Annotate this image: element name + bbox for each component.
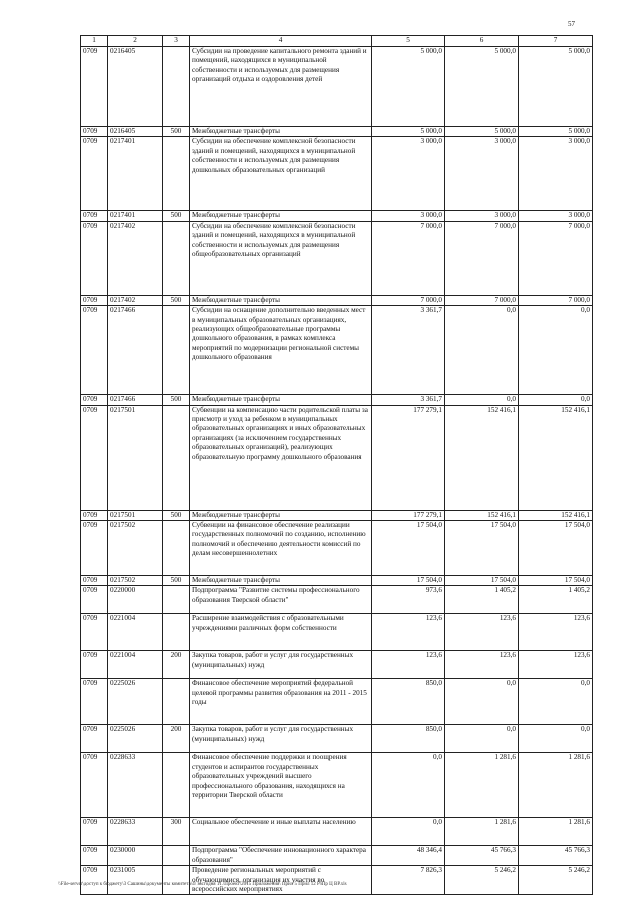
- razdel-cell: 0709: [81, 818, 108, 846]
- amount-2016-cell: 1 405,2: [445, 586, 519, 614]
- expense-type-cell: [163, 405, 190, 510]
- amount-2017-cell: 17 504,0: [519, 521, 593, 576]
- razdel-cell: 0709: [81, 651, 108, 679]
- file-path-footer: \\File-server\доступ к бюджету\3 Сашины\документы комитета\4\ засгодня 11.\Проект\2015 Приложения\ Прил 5 Прил 12 РзПр Ц ВР.xls: [58, 882, 347, 887]
- razdel-cell: 0709: [81, 221, 108, 295]
- item-name-cell: Межбюджетные трансферты: [190, 576, 372, 586]
- amount-2017-cell: 123,6: [519, 651, 593, 679]
- amount-2016-cell: 7 000,0: [445, 295, 519, 305]
- amount-2015-cell: 123,6: [372, 614, 445, 651]
- item-name-cell: Субсидии на проведение капитального ремонта зданий и помещений, находящихся в муниципальной собственности и используемых для размещения организаций отдыха и оздоровления детей: [190, 47, 372, 127]
- amount-2017-cell: 5 000,0: [519, 47, 593, 127]
- target-article-cell: 0217501: [108, 405, 163, 510]
- amount-2016-cell: 5 000,0: [445, 47, 519, 127]
- expense-type-cell: [163, 586, 190, 614]
- amount-2016-cell: 1 281,6: [445, 753, 519, 818]
- amount-2016-cell: 0,0: [445, 395, 519, 405]
- amount-2017-cell: 17 504,0: [519, 576, 593, 586]
- expense-type-cell: [163, 47, 190, 127]
- expense-type-cell: 500: [163, 295, 190, 305]
- target-article-cell: 0228633: [108, 753, 163, 818]
- item-name-cell: Подпрограмма "Обеспечение инновационного характера образования": [190, 846, 372, 866]
- table-row: [81, 614, 593, 651]
- table-header-row: [81, 36, 593, 47]
- item-name-cell: Субсидии на обеспечение комплексной безопасности зданий и помещений, находящихся в муниципальной собственности и используемых для размещения дошкольных образовательных организаций: [190, 137, 372, 211]
- amount-2017-cell: 7 000,0: [519, 221, 593, 295]
- item-name-cell: Закупка товаров, работ и услуг для государственных (муниципальных) нужд: [190, 651, 372, 679]
- item-name-cell: Субсидии на обеспечение комплексной безопасности зданий и помещений, находящихся в муниципальной собственности и используемых для размещения общеобразовательных организаций: [190, 221, 372, 295]
- amount-2016-cell: 123,6: [445, 651, 519, 679]
- table-row: [81, 679, 593, 725]
- amount-2017-cell: 152 416,1: [519, 510, 593, 520]
- razdel-cell: 0709: [81, 137, 108, 211]
- amount-2015-cell: 5 000,0: [372, 127, 445, 137]
- razdel-cell: 0709: [81, 405, 108, 510]
- table-row: [81, 818, 593, 846]
- razdel-cell: 0709: [81, 866, 108, 895]
- amount-2015-cell: 123,6: [372, 651, 445, 679]
- razdel-cell: 0709: [81, 510, 108, 520]
- header-cell: 4: [190, 36, 372, 47]
- expense-type-cell: 200: [163, 725, 190, 753]
- amount-2015-cell: 850,0: [372, 725, 445, 753]
- expense-type-cell: [163, 679, 190, 725]
- table-row: [81, 586, 593, 614]
- amount-2016-cell: 152 416,1: [445, 510, 519, 520]
- amount-2016-cell: 45 766,3: [445, 846, 519, 866]
- amount-2015-cell: 7 000,0: [372, 221, 445, 295]
- target-article-cell: 0216405: [108, 127, 163, 137]
- amount-2017-cell: 1 281,6: [519, 818, 593, 846]
- header-cell: 3: [163, 36, 190, 47]
- amount-2017-cell: 0,0: [519, 725, 593, 753]
- razdel-cell: 0709: [81, 395, 108, 405]
- expense-type-cell: 200: [163, 651, 190, 679]
- target-article-cell: 0217502: [108, 576, 163, 586]
- razdel-cell: 0709: [81, 521, 108, 576]
- amount-2016-cell: 17 504,0: [445, 521, 519, 576]
- amount-2015-cell: 5 000,0: [372, 47, 445, 127]
- item-name-cell: Расширение взаимодействия с образовательными учреждениями различных форм собственности: [190, 614, 372, 651]
- table-row: [81, 510, 593, 520]
- item-name-cell: Закупка товаров, работ и услуг для государственных (муниципальных) нужд: [190, 725, 372, 753]
- header-cell: 1: [81, 36, 108, 47]
- table-row: [81, 395, 593, 405]
- table-row: [81, 137, 593, 211]
- target-article-cell: 0217402: [108, 221, 163, 295]
- table-row: [81, 576, 593, 586]
- amount-2016-cell: 5 000,0: [445, 127, 519, 137]
- target-article-cell: 0221004: [108, 651, 163, 679]
- amount-2017-cell: 45 766,3: [519, 846, 593, 866]
- amount-2016-cell: 1 281,6: [445, 818, 519, 846]
- amount-2017-cell: 152 416,1: [519, 405, 593, 510]
- amount-2015-cell: 3 000,0: [372, 211, 445, 221]
- amount-2015-cell: 177 279,1: [372, 405, 445, 510]
- expense-type-cell: 500: [163, 510, 190, 520]
- table-row: [81, 295, 593, 305]
- expense-type-cell: 500: [163, 576, 190, 586]
- item-name-cell: Межбюджетные трансферты: [190, 211, 372, 221]
- target-article-cell: 0221004: [108, 614, 163, 651]
- amount-2015-cell: 3 361,7: [372, 306, 445, 395]
- table-row: [81, 221, 593, 295]
- table-row: [81, 405, 593, 510]
- table-row: [81, 753, 593, 818]
- table-row: [81, 47, 593, 127]
- page-number: 57: [568, 20, 575, 28]
- amount-2015-cell: 850,0: [372, 679, 445, 725]
- expense-type-cell: [163, 753, 190, 818]
- amount-2016-cell: 5 246,2: [445, 866, 519, 895]
- target-article-cell: 0217466: [108, 395, 163, 405]
- amount-2015-cell: 0,0: [372, 818, 445, 846]
- expense-type-cell: [163, 137, 190, 211]
- target-article-cell: 0225026: [108, 679, 163, 725]
- amount-2016-cell: 152 416,1: [445, 405, 519, 510]
- item-name-cell: Межбюджетные трансферты: [190, 395, 372, 405]
- expense-type-cell: [163, 614, 190, 651]
- target-article-cell: 0228633: [108, 818, 163, 846]
- expense-type-cell: 500: [163, 395, 190, 405]
- amount-2015-cell: 3 361,7: [372, 395, 445, 405]
- target-article-cell: 0217466: [108, 306, 163, 395]
- target-article-cell: 0220000: [108, 586, 163, 614]
- item-name-cell: Субсидии на оснащение дополнительно введенных мест в муниципальных образовательных организациях, реализующих общеобразовательные программы дошкольного образования, в рамках комплекса мероприятий по модернизации региональной системы дошкольного образования: [190, 306, 372, 395]
- razdel-cell: 0709: [81, 725, 108, 753]
- amount-2016-cell: 123,6: [445, 614, 519, 651]
- target-article-cell: 0217501: [108, 510, 163, 520]
- amount-2015-cell: 177 279,1: [372, 510, 445, 520]
- amount-2015-cell: 7 826,3: [372, 866, 445, 895]
- target-article-cell: 0217502: [108, 521, 163, 576]
- item-name-cell: Субвенции на финансовое обеспечение реализации государственных полномочий по созданию, исполнению полномочий и обеспечению деятельности комиссий по делам несовершеннолетних: [190, 521, 372, 576]
- item-name-cell: Финансовое обеспечение поддержки и поощрения студентов и аспирантов государственных образовательных учреждений высшего профессионального образования, находящихся на территории Тверской области: [190, 753, 372, 818]
- expense-type-cell: [163, 521, 190, 576]
- amount-2016-cell: 0,0: [445, 306, 519, 395]
- table-row: [81, 725, 593, 753]
- amount-2016-cell: 0,0: [445, 679, 519, 725]
- razdel-cell: 0709: [81, 576, 108, 586]
- expense-type-cell: 500: [163, 211, 190, 221]
- amount-2017-cell: 3 000,0: [519, 137, 593, 211]
- amount-2015-cell: 973,6: [372, 586, 445, 614]
- item-name-cell: Социальное обеспечение и иные выплаты населению: [190, 818, 372, 846]
- target-article-cell: 0225026: [108, 725, 163, 753]
- target-article-cell: 0216405: [108, 47, 163, 127]
- amount-2016-cell: 0,0: [445, 725, 519, 753]
- item-name-cell: Межбюджетные трансферты: [190, 295, 372, 305]
- amount-2015-cell: 48 346,4: [372, 846, 445, 866]
- target-article-cell: 0217401: [108, 211, 163, 221]
- amount-2015-cell: 7 000,0: [372, 295, 445, 305]
- target-article-cell: 0230000: [108, 846, 163, 866]
- table-row: [81, 306, 593, 395]
- expense-type-cell: [163, 221, 190, 295]
- amount-2015-cell: 3 000,0: [372, 137, 445, 211]
- budget-table: [80, 35, 593, 895]
- amount-2016-cell: 17 504,0: [445, 576, 519, 586]
- expense-type-cell: [163, 306, 190, 395]
- budget-table-body: [81, 36, 593, 895]
- table-row: [81, 846, 593, 866]
- amount-2017-cell: 0,0: [519, 679, 593, 725]
- item-name-cell: Межбюджетные трансферты: [190, 510, 372, 520]
- razdel-cell: 0709: [81, 47, 108, 127]
- amount-2015-cell: 17 504,0: [372, 576, 445, 586]
- amount-2017-cell: 0,0: [519, 395, 593, 405]
- razdel-cell: 0709: [81, 846, 108, 866]
- item-name-cell: Межбюджетные трансферты: [190, 127, 372, 137]
- amount-2017-cell: 1 281,6: [519, 753, 593, 818]
- razdel-cell: 0709: [81, 586, 108, 614]
- amount-2016-cell: 7 000,0: [445, 221, 519, 295]
- amount-2017-cell: 3 000,0: [519, 211, 593, 221]
- table-row: [81, 521, 593, 576]
- expense-type-cell: [163, 866, 190, 895]
- item-name-cell: Подпрограмма "Развитие системы профессионального образования Тверской области": [190, 586, 372, 614]
- target-article-cell: 0231005: [108, 866, 163, 895]
- razdel-cell: 0709: [81, 295, 108, 305]
- header-cell: 7: [519, 36, 593, 47]
- amount-2016-cell: 3 000,0: [445, 137, 519, 211]
- target-article-cell: 0217401: [108, 137, 163, 211]
- item-name-cell: Финансовое обеспечение мероприятий федеральной целевой программы развития образования на 2011 - 2015 годы: [190, 679, 372, 725]
- header-cell: 5: [372, 36, 445, 47]
- razdel-cell: 0709: [81, 679, 108, 725]
- razdel-cell: 0709: [81, 753, 108, 818]
- razdel-cell: 0709: [81, 211, 108, 221]
- item-name-cell: Проведение региональных мероприятий с обучающимися, организация их участия во всероссийских мероприятиях: [190, 866, 372, 895]
- amount-2017-cell: 5 000,0: [519, 127, 593, 137]
- expense-type-cell: 300: [163, 818, 190, 846]
- razdel-cell: 0709: [81, 306, 108, 395]
- header-cell: 2: [108, 36, 163, 47]
- razdel-cell: 0709: [81, 127, 108, 137]
- amount-2015-cell: 0,0: [372, 753, 445, 818]
- amount-2017-cell: 123,6: [519, 614, 593, 651]
- table-row: [81, 127, 593, 137]
- target-article-cell: 0217402: [108, 295, 163, 305]
- razdel-cell: 0709: [81, 614, 108, 651]
- amount-2015-cell: 17 504,0: [372, 521, 445, 576]
- amount-2017-cell: 7 000,0: [519, 295, 593, 305]
- expense-type-cell: [163, 846, 190, 866]
- header-cell: 6: [445, 36, 519, 47]
- amount-2016-cell: 3 000,0: [445, 211, 519, 221]
- amount-2017-cell: 1 405,2: [519, 586, 593, 614]
- table-row: [81, 866, 593, 895]
- expense-type-cell: 500: [163, 127, 190, 137]
- amount-2017-cell: 5 246,2: [519, 866, 593, 895]
- table-row: [81, 651, 593, 679]
- item-name-cell: Субвенции на компенсацию части родительской платы за присмотр и уход за ребенком в муниципальных образовательных организациях и иных образовательных организациях (за исключением государственных образовательных организаций), реализующих образовательную программу дошкольного образования: [190, 405, 372, 510]
- table-row: [81, 211, 593, 221]
- amount-2017-cell: 0,0: [519, 306, 593, 395]
